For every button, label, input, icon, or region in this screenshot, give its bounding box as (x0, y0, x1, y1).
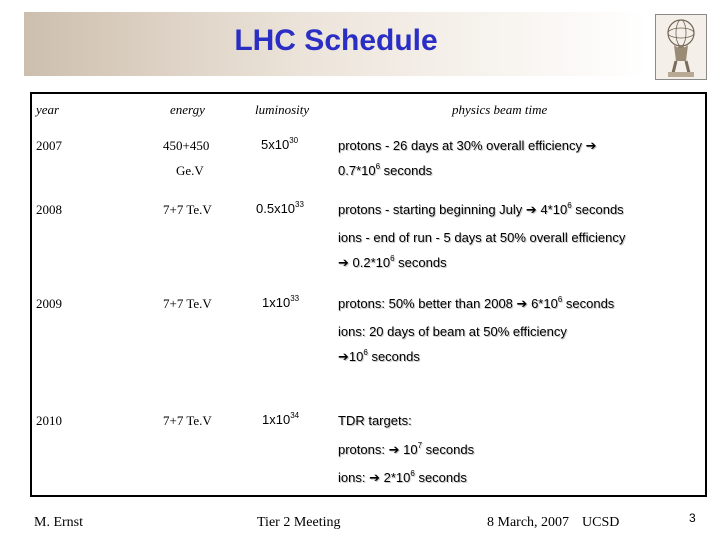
row-2007-physics-line-1: protons - 26 days at 30% overall efficiency ➔ (338, 138, 597, 154)
arrow-right-icon: ➔ (338, 256, 349, 271)
row-2007-physics-line-2: $0.7*10^6$ seconds (338, 162, 433, 178)
row-2009-energy: 7+7 Te.V (163, 296, 212, 311)
row-2007-energy: 450+450 (163, 138, 210, 153)
row-2009-year: 2009 (36, 296, 62, 311)
footer-institution: UCSD (582, 515, 620, 530)
row-2009-physics-line-2: ions: 20 days of beam at 50% efficiency (338, 324, 567, 339)
row-2010-luminosity: $1x10^{34}$ (262, 411, 300, 427)
arrow-right-icon: ➔ (585, 139, 597, 154)
row-2010-physics-line-1: TDR targets: (338, 413, 412, 428)
row-2010-physics-line-2: protons: ➔ $10^7$ seconds (338, 441, 475, 458)
row-2008-energy: 7+7 Te.V (163, 202, 212, 217)
arrow-right-icon: ➔ (369, 471, 380, 486)
footer-meeting: Tier 2 Meeting (257, 515, 341, 530)
footer-date: 8 March, 2007 (487, 515, 570, 530)
arrow-right-icon: ➔ (388, 443, 400, 458)
page-number: 3 (689, 511, 696, 525)
row-2009-physics-line-1: protons: 50% better than 2008 ➔ $6*10^6$ seconds (338, 295, 615, 312)
table-right-border (705, 92, 707, 497)
table-top-border (30, 92, 707, 94)
slide-title: LHC Schedule (234, 24, 438, 57)
row-2009-physics-line-3: $➔10^6$ seconds (338, 348, 420, 365)
row-2007-energy-unit: Ge.V (176, 163, 204, 178)
row-2008-physics-line-2: ions - end of run - 5 days at 50% overall efficiency (338, 230, 626, 245)
row-2008-luminosity: $0.5x10^{33}$ (256, 200, 304, 216)
row-2007-luminosity: $5x10^{30}$ (261, 136, 299, 152)
header-year: year (36, 102, 60, 117)
row-2009-luminosity: $1x10^{33}$ (262, 294, 300, 310)
row-2008-physics-line-1: protons - starting beginning July ➔ $4*10^6$ seconds (338, 201, 624, 218)
row-2008-physics-line-3: ➔ $0.2*10^6$ seconds (338, 254, 447, 271)
row-2007-year: 2007 (36, 138, 62, 153)
header-energy: energy (170, 102, 205, 117)
arrow-right-icon: ➔ (516, 297, 528, 312)
row-2010-physics-line-3: ions: ➔ $2*10^6$ seconds (338, 469, 467, 486)
row-2010-energy: 7+7 Te.V (163, 413, 212, 428)
table-left-border (30, 92, 32, 497)
header-physics-beam-time: physics beam time (452, 102, 548, 117)
atlas-figure-icon (655, 14, 707, 80)
table-bottom-border (30, 495, 707, 497)
header-luminosity: luminosity (255, 102, 310, 117)
arrow-right-icon: ➔ (338, 350, 349, 365)
arrow-right-icon: ➔ (525, 203, 537, 218)
row-2010-year: 2010 (36, 413, 62, 428)
footer-author: M. Ernst (34, 515, 83, 530)
row-2008-year: 2008 (36, 202, 62, 217)
